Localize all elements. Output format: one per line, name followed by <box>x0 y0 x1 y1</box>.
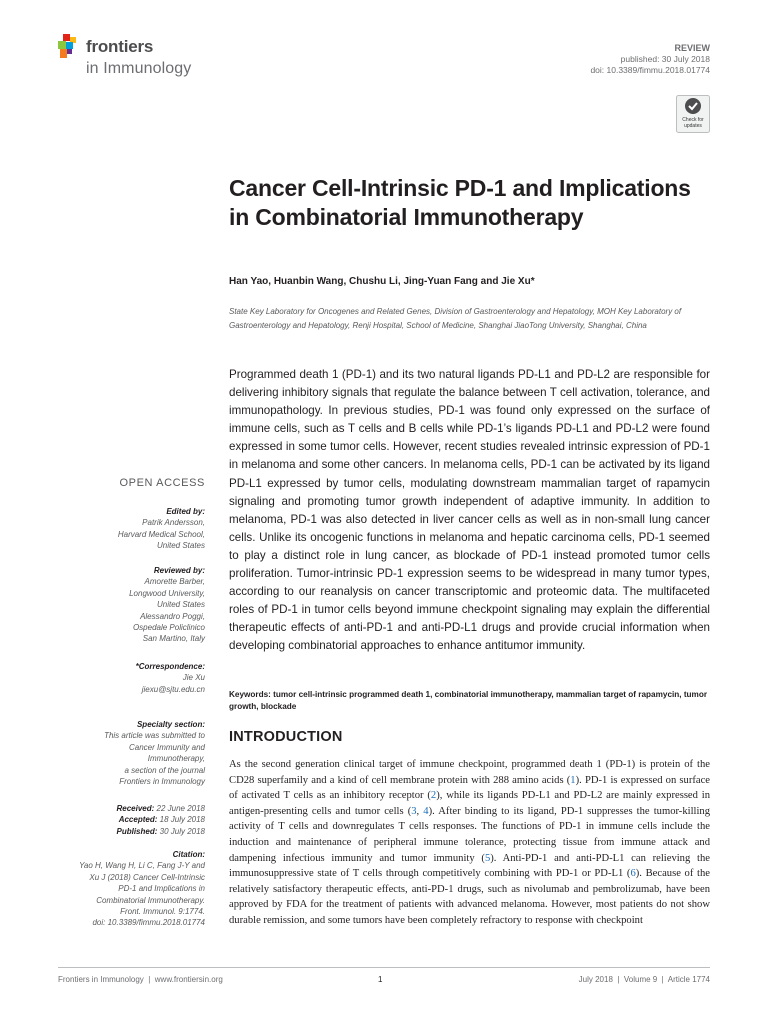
footer-issue: July 2018 | Volume 9 | Article 1774 <box>578 975 710 984</box>
reference-link[interactable]: 1 <box>570 774 576 786</box>
reviewed-by-label: Reviewed by: <box>153 566 205 575</box>
open-access-label: OPEN ACCESS <box>119 477 205 489</box>
citation-line: Xu J (2018) Cancer Cell-Intrinsic <box>89 872 205 882</box>
intro-text-run: ). Because of the relatively satisfactory therapeutic effects, anti-PD-1 drugs, such as nivolumab and pembrolizumab, have been approved by FDA for the treatment of patients with advanced melanoma. However, most patients do not show durable remission, and some tumors have been completely refractory to response with checkpoint <box>229 868 710 926</box>
article-type: REVIEW <box>674 43 710 53</box>
editor-line: United States <box>156 541 205 551</box>
article-doi: doi: 10.3389/fimmu.2018.01774 <box>590 65 710 75</box>
keywords-list: tumor cell-intrinsic programmed death 1, combinatorial immunotherapy, mammalian target of rapamycin, tumor growth, blockade <box>229 690 708 711</box>
reviewer-line: Alessandro Poggi, <box>140 611 205 621</box>
editor-line: Harvard Medical School, <box>117 529 205 539</box>
correspondence-name: Jie Xu <box>182 673 205 683</box>
citation-line: Combinatorial Immunotherapy. <box>96 895 205 905</box>
specialty-line: a section of the journal <box>124 765 205 775</box>
abstract-text: Programmed death 1 (PD-1) and its two natural ligands PD-L1 and PD-L2 are responsible for delivering inhibitory signals that regulate the balance between T cell activation, tolerance, and immunopathology. In previous studies, PD-1 was found only expressed on the surface of immune cells, such as T cells and B cells while PD-1’s ligands PD-L1 and PD-L2 were found expressed in some tumor cells. However, recent studies revealed intrinsic expression of PD-1 in melanoma and some other cancers. In melanoma cells, PD-1 can be activated by its ligand PD-L1 expressed by tumor cells, modulating downstream mammalian target of rapamycin signaling and promoting tumor growth independent of adaptive immunity. In addition to melanoma, PD-1 was also detected in liver cancer cells as well as in non-small lung cancer cells. Unlike its oncogenic functions in melanoma and hepatic carcinoma cells, PD-1 seemed to play a distinct role in lung cancer, as blockade of PD-1 instead promoted tumor cells proliferation. Tumor-intrinsic PD-1 expression seems to be widespread in many tumor types, according to our reanalysis on cancer transcriptomic and proteomic data. The multifaceted roles of PD-1 in tumor cells beyond immune checkpoint signaling may explain the differential therapeutic effects of anti-PD-1 and anti-PD-L1 drugs and provide crucial information when developing combinatorial approaches to enhance antitumor immunity. <box>229 368 710 653</box>
article-title: Cancer Cell-Intrinsic PD-1 and Implications in Combinatorial Immunotherapy <box>229 175 691 230</box>
published-label: Published: <box>116 826 158 836</box>
intro-text-run: ). Anti-PD-1 and anti-PD-L1 can relieving the immunosuppressive state of T cells through competitively combining with PD-1 or PD-L1 ( <box>229 852 710 880</box>
reviewer-line: Longwood University, <box>129 588 205 598</box>
citation-label: Citation: <box>172 850 205 859</box>
footer-journal: Frontiers in Immunology | www.frontiersin.org <box>58 975 223 984</box>
specialty-label: Specialty section: <box>136 720 205 729</box>
editor-line: Patrik Andersson, <box>142 518 205 528</box>
reference-link[interactable]: 4 <box>423 805 429 817</box>
keywords-label: Keywords: <box>229 690 271 699</box>
published-date: published: 30 July 2018 <box>620 54 710 64</box>
edited-by-label: Edited by: <box>166 507 205 516</box>
citation-doi[interactable]: doi: 10.3389/fimmu.2018.01774 <box>92 918 205 928</box>
published-date-sidebar: Published: 30 July 2018 <box>116 826 205 836</box>
edited-by-section <box>40 506 205 552</box>
journal-logo-word2: in Immunology <box>86 60 192 77</box>
specialty-section <box>40 719 205 787</box>
correspondence-email[interactable]: jiexu@sjtu.edu.cn <box>141 684 205 694</box>
citation-line: Front. Immunol. 9:1774. <box>120 907 205 917</box>
citation-line: Yao H, Wang H, Li C, Fang J-Y and <box>79 861 205 871</box>
received-label: Received: <box>116 804 155 813</box>
reviewer-line: Ospedale Policlinico <box>132 623 205 633</box>
reference-link[interactable]: 6 <box>630 868 636 880</box>
reference-link[interactable]: 2 <box>430 790 437 802</box>
specialty-line: Frontiers in Immunology <box>119 777 205 787</box>
reference-link[interactable]: 3 <box>411 805 417 817</box>
check-for-updates-label: Check for updates <box>682 117 704 129</box>
intro-text-run: ). PD-1 is expressed on surface of activated T cells as an inhibitory receptor ( <box>229 774 711 802</box>
introduction-text <box>229 757 710 929</box>
reference-link[interactable]: 5 <box>484 852 491 864</box>
correspondence-label: *Correspondence: <box>135 662 205 671</box>
citation-line: PD-1 and Implications in <box>118 884 205 894</box>
reviewer-line: Amorette Barber, <box>144 577 205 587</box>
specialty-line: Cancer Immunity and <box>128 742 205 752</box>
intro-text-run: ), while its ligands PD-L1 and PD-L2 are mainly expressed in antigen-presenting cells and tumor cells ( <box>229 790 710 817</box>
frontiers-logo-icon <box>56 34 82 62</box>
reviewed-by-section <box>40 565 205 645</box>
accepted-date: Accepted: 18 July 2018 <box>118 815 205 825</box>
article-authors: Han Yao, Huanbin Wang, Chushu Li, Jing-Yuan Fang and Jie Xu* <box>229 276 535 287</box>
journal-logo-word1: frontiers <box>86 37 154 56</box>
introduction-heading: INTRODUCTION <box>229 729 343 745</box>
specialty-line: This article was submitted to <box>104 731 205 741</box>
received-date: Received: 22 June 2018 <box>116 804 205 813</box>
specialty-line: Immunotherapy, <box>147 754 205 764</box>
accepted-label: Accepted: <box>118 815 158 825</box>
article-meta-header <box>590 43 710 76</box>
dates-section <box>40 803 205 837</box>
reviewer-line: United States <box>156 600 205 610</box>
reviewer-line: San Martino, Italy <box>142 634 205 644</box>
citation-section <box>40 849 205 929</box>
author-affiliation: State Key Laboratory for Oncogenes and Related Genes, Division of Gastroenterology and Hepatology, MOH Key Laboratory of Gastroenterology and Hepatology, Renji Hospital, School of Medicine, Shanghai JiaoTong University, Shanghai, China <box>229 307 682 330</box>
intro-text-run: ). After binding to its ligand, PD-1 suppresses the tumor-killing activity of T cells and downregulates T cells responses. The functions of PD-1 in immune cells include the induction and maintenance of peripheral immune tolerance, protecting tissue from immune attack and dampening infectious immunity and tumor immunity ( <box>229 805 711 864</box>
footer-divider <box>58 967 710 968</box>
intro-text-run: As the second generation clinical target of immune checkpoint, programmed death 1 (PD-1) is protein of the CD28 superfamily and a kind of cell membrane protein with 288 amino acids ( <box>229 759 710 786</box>
correspondence-section <box>40 661 205 695</box>
intro-text-run: , <box>416 805 424 817</box>
page-number: 1 <box>378 975 383 984</box>
keywords <box>229 689 710 713</box>
